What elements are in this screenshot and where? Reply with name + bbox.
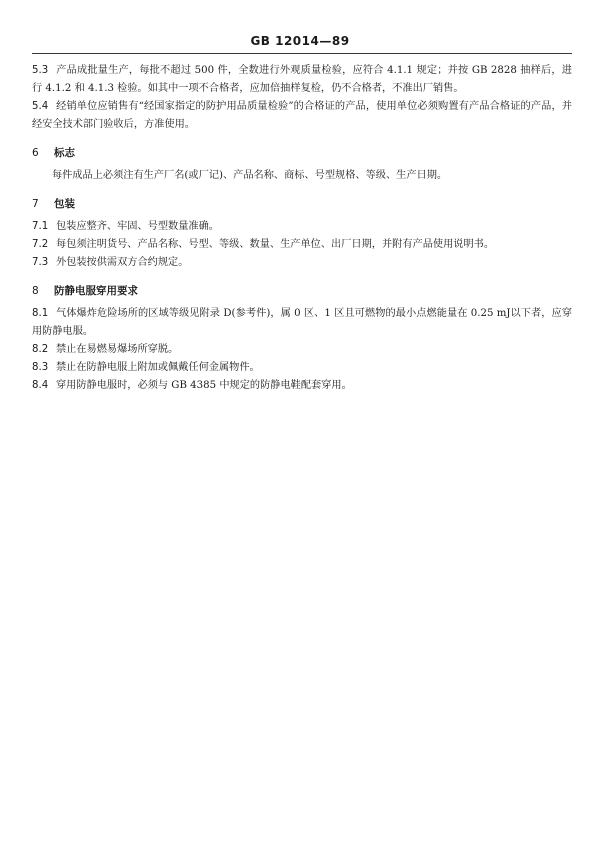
clause-number: 8.1 bbox=[32, 308, 49, 319]
clause-5-3 bbox=[32, 62, 572, 98]
clause-7-2 bbox=[32, 236, 572, 254]
clause-text: 禁止在易燃易爆场所穿脱。 bbox=[56, 344, 179, 355]
clause-text: 包装应整齐、牢固、号型数量准确。 bbox=[56, 221, 219, 232]
page-header-standard-code: GB 12014—89 bbox=[250, 34, 350, 48]
clause-8-1 bbox=[32, 305, 572, 341]
clause-number: 8.2 bbox=[32, 344, 49, 355]
section-number: 6 bbox=[32, 147, 39, 159]
section-number: 7 bbox=[32, 198, 39, 210]
clause-number: 7.3 bbox=[32, 257, 49, 268]
section-7-heading bbox=[32, 195, 572, 213]
document-body bbox=[32, 62, 572, 395]
section-6-text: 每件成品上必须注有生产厂名(或厂记)、产品名称、商标、号型规格、等级、生产日期。 bbox=[52, 170, 448, 181]
section-title: 包装 bbox=[54, 198, 75, 210]
clause-number: 8.4 bbox=[32, 380, 49, 391]
section-8-heading bbox=[32, 282, 572, 300]
section-6-heading bbox=[32, 144, 572, 162]
section-title: 防静电服穿用要求 bbox=[54, 285, 138, 297]
header-rule bbox=[32, 53, 572, 54]
clause-text: 经销单位应销售有“经国家指定的防护用品质量检验”的合格证的产品，使用单位必须购置有产品合格证的产品，并经安全技术部门验收后，方准使用。 bbox=[32, 101, 572, 130]
clause-number: 5.4 bbox=[32, 101, 49, 112]
clause-5-4 bbox=[32, 98, 572, 134]
clause-text: 气体爆炸危险场所的区域等级见附录 D(参考件)，属 0 区、1 区且可燃物的最小点燃能量在 0.25 mJ以下者，应穿用防静电服。 bbox=[32, 308, 572, 337]
clause-8-4 bbox=[32, 377, 572, 395]
clause-text: 产品成批量生产，每批不超过 500 件，全数进行外观质量检验，应符合 4.1.1 规定；并按 GB 2828 抽样后，进行 4.1.2 和 4.1.3 检验。如其中一项不合格者，应加倍抽样复检，仍不合格者，不准出厂销售。 bbox=[32, 65, 572, 94]
clause-8-3 bbox=[32, 359, 572, 377]
clause-8-2 bbox=[32, 341, 572, 359]
clause-text: 穿用防静电服时，必须与 GB 4385 中规定的防静电鞋配套穿用。 bbox=[56, 380, 352, 391]
clause-number: 5.3 bbox=[32, 65, 49, 76]
clause-7-3 bbox=[32, 254, 572, 272]
clause-text: 外包装按供需双方合约规定。 bbox=[56, 257, 189, 268]
clause-number: 7.2 bbox=[32, 239, 49, 250]
section-title: 标志 bbox=[54, 147, 75, 159]
clause-text: 禁止在防静电服上附加或佩戴任何金属物件。 bbox=[56, 362, 260, 373]
clause-text: 每包须注明货号、产品名称、号型、等级、数量、生产单位、出厂日期，并附有产品使用说明书。 bbox=[56, 239, 495, 250]
clause-number: 8.3 bbox=[32, 362, 49, 373]
section-number: 8 bbox=[32, 285, 39, 297]
clause-7-1 bbox=[32, 218, 572, 236]
clause-number: 7.1 bbox=[32, 221, 49, 232]
